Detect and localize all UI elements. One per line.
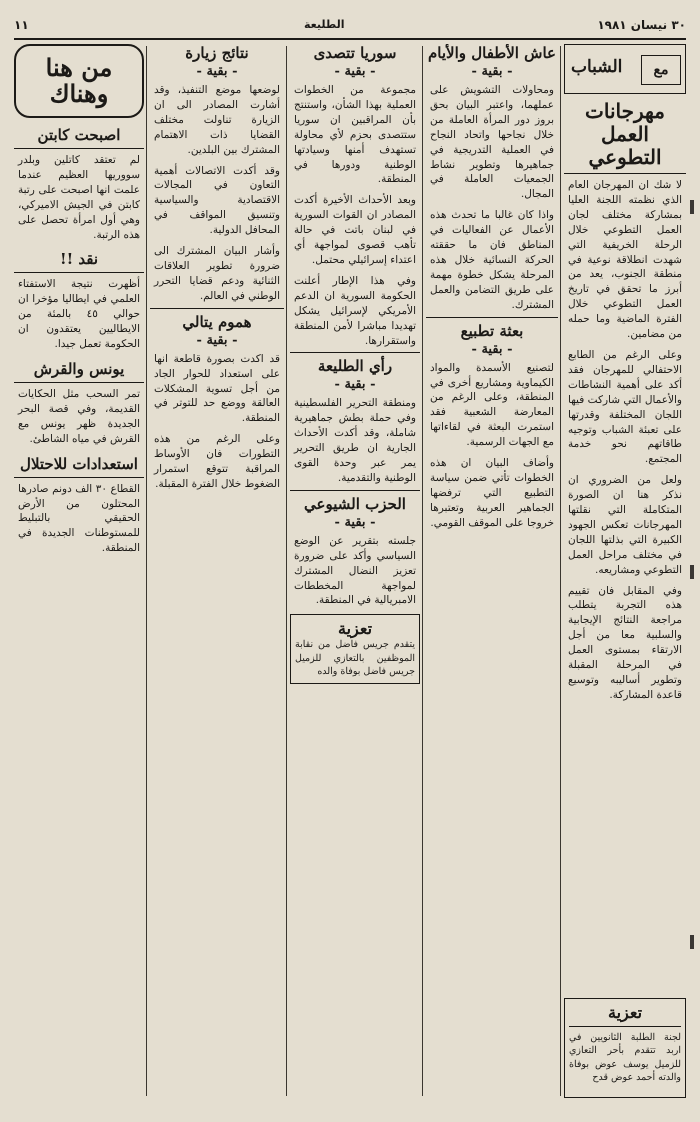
paragraph: وفي المقابل فان تقييم هذه التجربة يتطلب مراجعة النتائج الإيجابية والسلبية معا من أجل الارتقاء بمستوى العمل في المرحلة المقبلة وتطوير أساليبه وتوسيع قاعدة المشاركة. [568,584,682,701]
lebanon-title: عاش الأطفال والأيام [428,44,556,62]
syria-sub: - بقية - [334,64,376,79]
paragraph: وأشار البيان المشترك الى ضرورة تطوير العلاقات الثنائية ودعم قضايا التحرر الوطني في العالم. [154,245,280,302]
sidebar-item [14,360,144,447]
paragraph: وأضاف البيان ان هذه الخطوات تأتي ضمن سياسة التطبيع التي ترفضها الجماهير العربية وتعتبرها خروجا على الموقف القومي. [430,457,554,529]
sidebar-logo-text: من هنا وهناك [45,52,113,108]
column-rule [560,46,561,1096]
scan-artifact [690,565,694,579]
sidebar-item-title: يونس والقرش [33,359,125,378]
paragraph: ومنطقة التحرير الفلسطينية وفي حملة بطش جماهيرية شاملة، وقد أكدت الأحداث الجارية ان طريق التحرير يمر عبر وحدة القوى الوطنية والتقدمية. [294,397,416,484]
worries-body [150,352,284,492]
youth-badge: مع [641,55,681,85]
divider [14,382,144,383]
paragraph: قد اكدت بصورة قاطعة انها على استعداد للحوار الجاد من أجل تسوية المشكلات العالقة ووضع حد للتوتر في المنطقة. [154,352,280,425]
paragraph: ومحاولات التشويش على عملهما، واعتبر البيان بحق بروز دور المرأة العاملة من خلال نجاحها واتحاد النجاح في العملية التدريجية في جماهيرها وتطوير نشاط الجمعيات العاملة في المجال. [430,84,554,201]
normalization-body [426,361,558,531]
paragraph: جلسته بتقرير عن الوضع السياسي وأكد على ضرورة تعزيز النضال المشترك لمواجهة المخططات الامبريالية في المنطقة. [294,534,416,607]
party-sub: - بقية - [334,514,376,530]
syria-title: سوريا تتصدى [313,44,397,62]
paragraph: لا شك ان المهرجان العام الذي نظمته اللجنة العليا بمشاركة مختلف لجان العمل التطوعي خلال الرحلة الخريفية التي شهدت انطلاقة نوعية في منطقة الجنوب، يعد من أبرز ما تحقق في تاريخ العمل التطوعي خلال الفترة الماضية وما حمله من مضامين. [568,179,682,341]
editorial-body [290,396,420,485]
sidebar-items [14,126,144,556]
divider [569,1026,681,1027]
youth-title: مهرجانات العمل التطوعي [585,99,665,169]
sidebar-logo [14,44,144,118]
party-body [290,534,420,609]
youth-section-header [564,44,686,94]
sidebar-item-text: لم تعتقد كاتلين وبلدر سووريها العظيم عندما علمت انها اصبحت على رتبة كابتن في الجيش الاميركي، وهي أول امرأة تحصل على هذه الرتبة. [18,154,140,241]
divider [14,272,144,273]
paragraph: وعلى الرغم من الطابع الاحتفالي للمهرجان فقد أكد على أهمية النشاطات والأعمال التي شاركت فيها اللجان المختلفة وقدرتها على تعبئة الشباب وتوجيه طاقاتهم نحو خدمة المجتمع. [568,348,682,466]
paragraph: مجموعة من الخطوات العملية بهذا الشأن، واستنتج بأن المراقبين ان سوريا ستتصدى بحزم لأي محاولة تستهدف أمنها وسيادتها الوطنية ودورها في المنطقة. [294,84,416,186]
sidebar-column [14,44,144,1098]
column-rule [422,46,423,1096]
sidebar-item [14,455,144,557]
scan-artifact [690,200,694,214]
results-title: نتائج زيارة [185,44,249,62]
paragraph: وفي هذا الإطار أعلنت الحكومة السورية ان الدعم الأمريكي لإسرائيل يشكل تهديدا مباشرا لأمن المنطقة واستقرارها. [294,274,416,347]
scan-artifact [690,935,694,949]
paper-name: الطليعة [304,18,345,31]
divider [14,477,144,478]
condolence-title: تعزية [607,1003,643,1022]
page-number: ١١ [14,18,29,32]
column-rule [286,46,287,1096]
editorial-title: رأي الطليعة [317,357,393,376]
lebanon-sub: - بقية - [471,64,513,79]
divider [14,148,144,149]
youth-column [564,44,686,1098]
condolence-text: يتقدم جريس فاضل من نقابة الموظفين بالتعازي للزميل جريس فاضل بوفاة والده [295,639,415,678]
condolence-title: تعزية [337,619,373,639]
results-column [150,44,284,1098]
party-title: الحزب الشيوعي [304,494,406,513]
divider [290,490,420,491]
paragraph: وعلى الرغم من هذه التطورات فان الأوساط المراقبة تتوقع استمرار الضغوط خلال الفترة المقبلة. [154,433,280,490]
worries-title: هموم يتالي [182,312,252,331]
youth-body [564,178,686,703]
divider [564,173,686,174]
sidebar-item [14,126,144,242]
condolence-text: لجنة الطلبة الثانويين في اربد تتقدم بأحر التعازي للزميل يوسف عوض بوفاة والدته أحمد عوض قدح [569,1032,681,1084]
sidebar-item-text: تمر السحب مثل الحكايات القديمة، وفي قصة البحر الجديدة ظهر يونس مع القرش في مياه الشاطئ. [18,387,140,445]
editorial-sub: - بقية - [334,377,376,393]
masthead [14,16,686,40]
sidebar-item-title: نقد !! [59,250,99,269]
sidebar-item-title: اصبحت كابتن [37,126,121,144]
column-rule [146,46,147,1096]
sidebar-item-title: استعدادات للاحتلال [20,454,138,473]
issue-date: ٣٠ نيسان ١٩٨١ [597,18,686,32]
paragraph: وبعد الأحداث الأخيرة أكدت المصادر ان القوات السورية في لبنان باتت في حالة تأهب قصوى لمواجهة أي اعتداء إسرائيلي محتمل. [294,194,416,266]
syria-body [290,83,420,348]
paragraph: واذا كان غالبا ما تحدث هذه الأعمال عن الفعاليات في المناطق فان ما حققته الحركة النسائية خلال هذه المرحلة يشكل خطوة مهمة على طريق التضامن والعمل المشترك. [430,209,554,311]
sidebar-item [14,250,144,352]
results-body [150,83,284,304]
condolence-box [564,998,686,1098]
worries-sub: - بقية - [196,332,238,348]
results-sub: - بقية - [196,64,238,79]
sidebar-item-text: أظهرت نتيجة الاستفتاء العلمي في ايطاليا مؤخرا ان حوالي ٤٥ بالمئة من الايطاليين يعتقدون ان الحكومة تعمل جيدا. [18,278,141,351]
paragraph: لتصنيع الأسمدة والمواد الكيماوية ومشاريع أخرى في المنطقة، وعلى الرغم من المعارضة الشعبية فقد استمرت البعثة في لقاءاتها مع الجهات الرسمية. [430,361,554,449]
paragraph: لوضعها موضع التنفيذ، وقد أشارت المصادر الى ان الزيارة تناولت مختلف القضايا ذات الاهتمام المشترك بين البلدين. [154,84,280,156]
sidebar-item-text: القطاع ٣٠ الف دونم صادرها المحتلون من الأرض الحقيقي بالتبليط للمستوطنات الجديدة في المنطقة. [18,482,140,555]
youth-section-label: الشباب [571,57,623,77]
divider [426,317,558,318]
lebanon-column [426,44,558,1098]
divider [150,308,284,309]
normalization-title: بعثة تطبيع [460,321,524,340]
paragraph: ولعل من الضروري ان نذكر هنا ان الصورة المتكاملة التي نقلتها المهرجانات تعكس الجهود الكبيرة التي بذلتها اللجان في مختلف مراحل العمل التطوعي ومشاريعه. [568,474,682,576]
paragraph: وقد أكدت الاتصالات أهمية التعاون في المجالات الاقتصادية والسياسية وتنسيق المواقف في المحافل الدولية. [154,164,280,237]
divider [290,352,420,353]
normalization-sub: - بقية - [471,341,513,357]
syria-column [290,44,420,1098]
lebanon-body [426,83,558,313]
condolence-box [290,614,420,683]
